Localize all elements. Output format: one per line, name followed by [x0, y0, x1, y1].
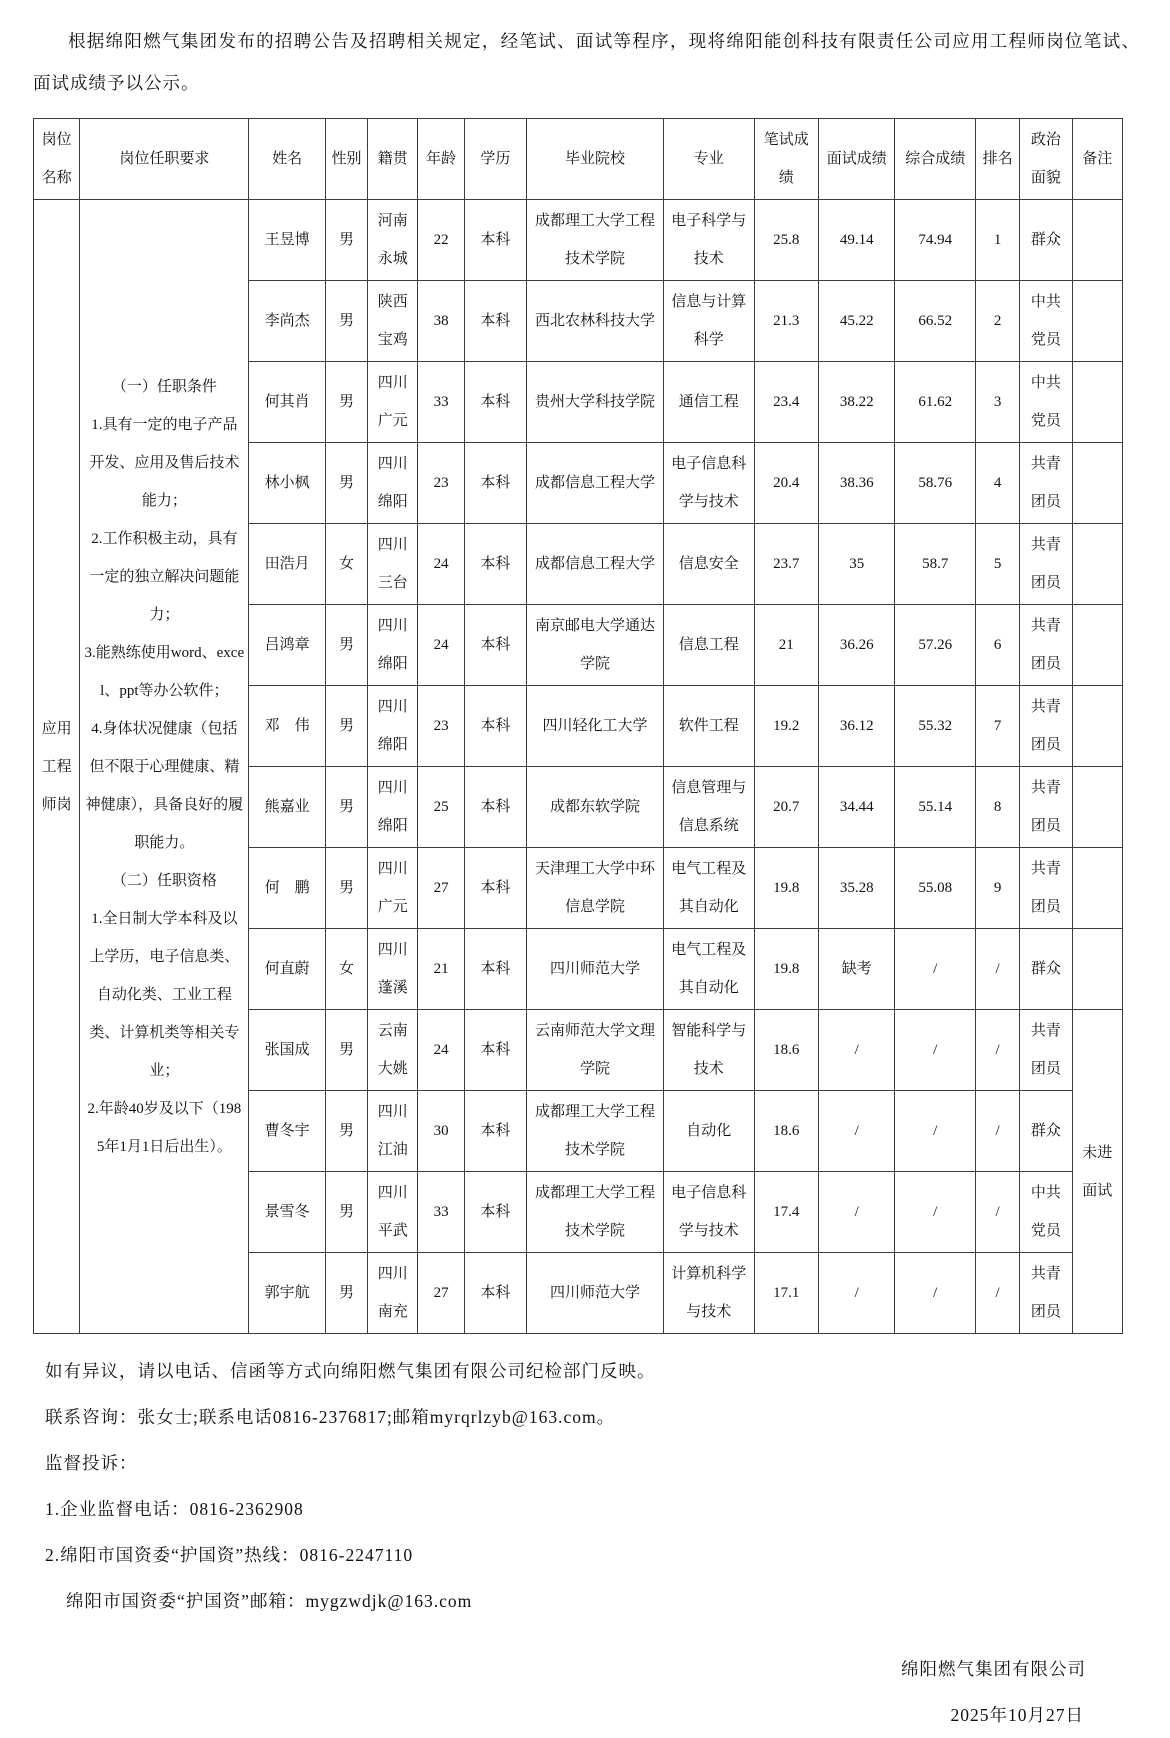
name-cell: 吕鸿章	[249, 605, 325, 686]
college-cell: 成都理工大学工程技术学院	[527, 1172, 664, 1253]
rank-cell: /	[975, 929, 1019, 1010]
political-cell: 共青团员	[1020, 848, 1072, 929]
major-cell: 软件工程	[664, 686, 755, 767]
written-cell: 23.4	[754, 362, 818, 443]
rank-cell: 4	[975, 443, 1019, 524]
political-cell: 共青团员	[1020, 1010, 1072, 1091]
objection-note: 如有异议，请以电话、信函等方式向绵阳燃气集团有限公司纪检部门反映。	[45, 1361, 656, 1381]
major-cell: 电子科学与技术	[664, 200, 755, 281]
supervision-email-sasac: 绵阳市国资委“护国资”邮箱：mygzwdjk@163.com	[66, 1591, 473, 1611]
remark-cell	[1072, 605, 1122, 686]
major-cell: 信息安全	[664, 524, 755, 605]
written-cell: 23.7	[754, 524, 818, 605]
overall-cell: 55.14	[895, 767, 976, 848]
overall-cell: /	[895, 1010, 976, 1091]
major-cell: 电子信息科学与技术	[664, 443, 755, 524]
interview-cell: 36.26	[818, 605, 894, 686]
interview-cell: 缺考	[818, 929, 894, 1010]
political-cell: 群众	[1020, 929, 1072, 1010]
gender-cell: 女	[325, 929, 367, 1010]
major-cell: 信息管理与信息系统	[664, 767, 755, 848]
age-cell: 30	[418, 1091, 464, 1172]
overall-cell: 55.08	[895, 848, 976, 929]
major-cell: 计算机科学与技术	[664, 1253, 755, 1334]
education-cell: 本科	[464, 1172, 526, 1253]
requirement-line: 2.工作积极主动，具有一定的独立解决问题能力；	[89, 530, 240, 623]
rank-cell: 6	[975, 605, 1019, 686]
interview-cell: /	[818, 1253, 894, 1334]
header-hometown: 籍贯	[368, 119, 418, 200]
political-cell: 共青团员	[1020, 524, 1072, 605]
education-cell: 本科	[464, 362, 526, 443]
political-cell: 群众	[1020, 1091, 1072, 1172]
education-cell: 本科	[464, 1091, 526, 1172]
overall-cell: /	[895, 1253, 976, 1334]
interview-cell: 38.36	[818, 443, 894, 524]
hometown-cell: 河南永城	[368, 200, 418, 281]
political-cell: 共青团员	[1020, 686, 1072, 767]
hometown-cell: 四川三台	[368, 524, 418, 605]
gender-cell: 男	[325, 1172, 367, 1253]
announcement-page	[0, 20, 1170, 1725]
age-cell: 23	[418, 443, 464, 524]
age-cell: 27	[418, 848, 464, 929]
major-cell: 智能科学与技术	[664, 1010, 755, 1091]
contact-note: 联系咨询：张女士;联系电话0816-2376817;邮箱myrqrlzyb@163.com。	[45, 1407, 616, 1427]
remark-cell	[1072, 281, 1122, 362]
requirement-line: （一）任职条件	[111, 378, 217, 395]
age-cell: 38	[418, 281, 464, 362]
major-cell: 自动化	[664, 1091, 755, 1172]
age-cell: 25	[418, 767, 464, 848]
remark-cell	[1072, 200, 1122, 281]
rank-cell: 1	[975, 200, 1019, 281]
remark-merged-cell: 未进面试	[1072, 1010, 1122, 1334]
education-cell: 本科	[464, 686, 526, 767]
header-college: 毕业院校	[527, 119, 664, 200]
interview-cell: /	[818, 1091, 894, 1172]
college-cell: 贵州大学科技学院	[527, 362, 664, 443]
remark-cell	[1072, 443, 1122, 524]
interview-cell: 34.44	[818, 767, 894, 848]
rank-cell: 9	[975, 848, 1019, 929]
interview-cell: 49.14	[818, 200, 894, 281]
supervision-title: 监督投诉：	[45, 1453, 138, 1473]
name-cell: 李尚杰	[249, 281, 325, 362]
header-gender: 性别	[325, 119, 367, 200]
political-cell: 中共党员	[1020, 362, 1072, 443]
written-cell: 19.2	[754, 686, 818, 767]
interview-cell: 35.28	[818, 848, 894, 929]
interview-cell: /	[818, 1172, 894, 1253]
education-cell: 本科	[464, 443, 526, 524]
remark-cell	[1072, 524, 1122, 605]
college-cell: 天津理工大学中环信息学院	[527, 848, 664, 929]
header-name: 姓名	[249, 119, 325, 200]
major-cell: 电子信息科学与技术	[664, 1172, 755, 1253]
name-cell: 景雪冬	[249, 1172, 325, 1253]
gender-cell: 男	[325, 605, 367, 686]
education-cell: 本科	[464, 1253, 526, 1334]
interview-cell: 35	[818, 524, 894, 605]
education-cell: 本科	[464, 1010, 526, 1091]
education-cell: 本科	[464, 200, 526, 281]
rank-cell: 3	[975, 362, 1019, 443]
college-cell: 成都理工大学工程技术学院	[527, 1091, 664, 1172]
requirement-line: 3.能熟练使用word、excel、ppt等办公软件；	[84, 644, 245, 699]
supervision-phone-company: 1.企业监督电话：0816-2362908	[45, 1499, 304, 1519]
gender-cell: 男	[325, 443, 367, 524]
requirement-line: 1.全日制大学本科及以上学历，电子信息类、自动化类、工业工程类、计算机类等相关专业；	[89, 910, 240, 1079]
written-cell: 17.4	[754, 1172, 818, 1253]
written-cell: 25.8	[754, 200, 818, 281]
college-cell: 四川师范大学	[527, 1253, 664, 1334]
overall-cell: 61.62	[895, 362, 976, 443]
remark-cell	[1072, 848, 1122, 929]
overall-cell: 57.26	[895, 605, 976, 686]
name-cell: 曹冬宇	[249, 1091, 325, 1172]
college-cell: 成都信息工程大学	[527, 443, 664, 524]
gender-cell: 男	[325, 848, 367, 929]
header-requirements: 岗位任职要求	[80, 119, 249, 200]
name-cell: 熊嘉业	[249, 767, 325, 848]
overall-cell: 58.76	[895, 443, 976, 524]
gender-cell: 男	[325, 281, 367, 362]
written-cell: 18.6	[754, 1091, 818, 1172]
header-age: 年龄	[418, 119, 464, 200]
age-cell: 24	[418, 605, 464, 686]
gender-cell: 男	[325, 200, 367, 281]
major-cell: 电气工程及其自动化	[664, 848, 755, 929]
overall-cell: 74.94	[895, 200, 976, 281]
rank-cell: 2	[975, 281, 1019, 362]
intro-paragraph: 根据绵阳燃气集团发布的招聘公告及招聘相关规定，经笔试、面试等程序，现将绵阳能创科技有限责任公司应用工程师岗位笔试、面试成绩予以公示。	[33, 31, 1140, 93]
college-cell: 四川轻化工大学	[527, 686, 664, 767]
gender-cell: 男	[325, 1010, 367, 1091]
written-cell: 18.6	[754, 1010, 818, 1091]
footer-notes	[0, 1348, 1170, 1738]
remark-cell	[1072, 362, 1122, 443]
education-cell: 本科	[464, 929, 526, 1010]
header-written-score: 笔试成绩	[754, 119, 818, 200]
hometown-cell: 四川平武	[368, 1172, 418, 1253]
age-cell: 24	[418, 524, 464, 605]
requirements-cell	[80, 200, 249, 1334]
results-table	[33, 118, 1123, 1334]
written-cell: 21.3	[754, 281, 818, 362]
rank-cell: /	[975, 1172, 1019, 1253]
age-cell: 22	[418, 200, 464, 281]
name-cell: 何其肖	[249, 362, 325, 443]
header-rank: 排名	[975, 119, 1019, 200]
header-row	[34, 119, 1123, 200]
rank-cell: /	[975, 1091, 1019, 1172]
hometown-cell: 四川广元	[368, 848, 418, 929]
requirement-line: 1.具有一定的电子产品开发、应用及售后技术能力；	[89, 416, 240, 509]
college-cell: 成都信息工程大学	[527, 524, 664, 605]
gender-cell: 男	[325, 686, 367, 767]
name-cell: 何直蔚	[249, 929, 325, 1010]
age-cell: 33	[418, 1172, 464, 1253]
college-cell: 南京邮电大学通达学院	[527, 605, 664, 686]
college-cell: 成都理工大学工程技术学院	[527, 200, 664, 281]
overall-cell: 66.52	[895, 281, 976, 362]
rank-cell: 5	[975, 524, 1019, 605]
name-cell: 郭宇航	[249, 1253, 325, 1334]
remark-cell	[1072, 767, 1122, 848]
name-cell: 田浩月	[249, 524, 325, 605]
age-cell: 21	[418, 929, 464, 1010]
overall-cell: 55.32	[895, 686, 976, 767]
political-cell: 共青团员	[1020, 1253, 1072, 1334]
college-cell: 西北农林科技大学	[527, 281, 664, 362]
overall-cell: /	[895, 1091, 976, 1172]
interview-cell: 45.22	[818, 281, 894, 362]
college-cell: 云南师范大学文理学院	[527, 1010, 664, 1091]
rank-cell: 7	[975, 686, 1019, 767]
overall-cell: /	[895, 1172, 976, 1253]
written-cell: 20.4	[754, 443, 818, 524]
requirement-line: 2.年龄40岁及以下（1985年1月1日后出生）。	[87, 1100, 242, 1155]
education-cell: 本科	[464, 605, 526, 686]
gender-cell: 女	[325, 524, 367, 605]
major-cell: 通信工程	[664, 362, 755, 443]
name-cell: 张国成	[249, 1010, 325, 1091]
rank-cell: /	[975, 1010, 1019, 1091]
header-education: 学历	[464, 119, 526, 200]
written-cell: 17.1	[754, 1253, 818, 1334]
name-cell: 何 鹏	[249, 848, 325, 929]
remark-cell	[1072, 686, 1122, 767]
table-row	[34, 200, 1123, 281]
header-remark: 备注	[1072, 119, 1122, 200]
rank-cell: 8	[975, 767, 1019, 848]
gender-cell: 男	[325, 767, 367, 848]
hometown-cell: 四川绵阳	[368, 443, 418, 524]
overall-cell: /	[895, 929, 976, 1010]
gender-cell: 男	[325, 1091, 367, 1172]
remark-cell	[1072, 929, 1122, 1010]
hometown-cell: 四川蓬溪	[368, 929, 418, 1010]
political-cell: 共青团员	[1020, 767, 1072, 848]
political-cell: 群众	[1020, 200, 1072, 281]
header-political-status: 政治面貌	[1020, 119, 1072, 200]
gender-cell: 男	[325, 1253, 367, 1334]
header-overall-score: 综合成绩	[895, 119, 976, 200]
gender-cell: 男	[325, 362, 367, 443]
education-cell: 本科	[464, 848, 526, 929]
interview-cell: /	[818, 1010, 894, 1091]
education-cell: 本科	[464, 281, 526, 362]
rank-cell: /	[975, 1253, 1019, 1334]
political-cell: 共青团员	[1020, 605, 1072, 686]
supervision-hotline-sasac: 2.绵阳市国资委“护国资”热线：0816-2247110	[45, 1545, 414, 1565]
college-cell: 成都东软学院	[527, 767, 664, 848]
major-cell: 信息与计算科学	[664, 281, 755, 362]
age-cell: 23	[418, 686, 464, 767]
major-cell: 电气工程及其自动化	[664, 929, 755, 1010]
political-cell: 中共党员	[1020, 1172, 1072, 1253]
header-position-name: 岗位名称	[34, 119, 80, 200]
interview-cell: 36.12	[818, 686, 894, 767]
hometown-cell: 云南大姚	[368, 1010, 418, 1091]
requirement-line: （二）任职资格	[111, 872, 217, 889]
hometown-cell: 陕西宝鸡	[368, 281, 418, 362]
age-cell: 33	[418, 362, 464, 443]
major-cell: 信息工程	[664, 605, 755, 686]
header-major: 专业	[664, 119, 755, 200]
hometown-cell: 四川绵阳	[368, 767, 418, 848]
overall-cell: 58.7	[895, 524, 976, 605]
issuer-company: 绵阳燃气集团有限公司	[901, 1659, 1086, 1679]
name-cell: 王昱博	[249, 200, 325, 281]
age-cell: 27	[418, 1253, 464, 1334]
hometown-cell: 四川广元	[368, 362, 418, 443]
name-cell: 林小枫	[249, 443, 325, 524]
hometown-cell: 四川江油	[368, 1091, 418, 1172]
written-cell: 21	[754, 605, 818, 686]
political-cell: 中共党员	[1020, 281, 1072, 362]
education-cell: 本科	[464, 524, 526, 605]
interview-cell: 38.22	[818, 362, 894, 443]
header-interview-score: 面试成绩	[818, 119, 894, 200]
issue-date: 2025年10月27日	[950, 1705, 1084, 1725]
requirement-line: 4.身体状况健康（包括但不限于心理健康、精神健康），具备良好的履职能力。	[85, 720, 244, 851]
position-name-cell: 应用工程师岗	[34, 200, 80, 1334]
name-cell: 邓 伟	[249, 686, 325, 767]
hometown-cell: 四川绵阳	[368, 686, 418, 767]
written-cell: 19.8	[754, 929, 818, 1010]
written-cell: 19.8	[754, 848, 818, 929]
college-cell: 四川师范大学	[527, 929, 664, 1010]
political-cell: 共青团员	[1020, 443, 1072, 524]
written-cell: 20.7	[754, 767, 818, 848]
age-cell: 24	[418, 1010, 464, 1091]
hometown-cell: 四川南充	[368, 1253, 418, 1334]
education-cell: 本科	[464, 767, 526, 848]
hometown-cell: 四川绵阳	[368, 605, 418, 686]
